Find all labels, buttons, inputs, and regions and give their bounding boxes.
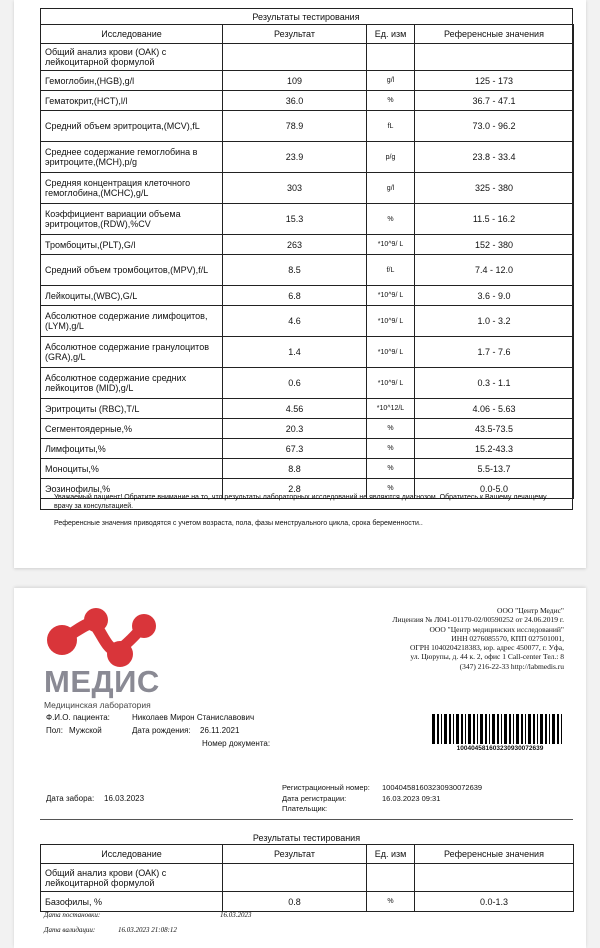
reference-cell: 23.8 - 33.4	[415, 142, 574, 173]
result-cell: 15.3	[223, 204, 367, 235]
results-title: Результаты тестирования	[252, 12, 360, 22]
barcode-bar	[525, 714, 526, 744]
col-header-test: Исследование	[41, 25, 223, 44]
company-details	[384, 606, 564, 671]
results-table	[40, 24, 574, 499]
barcode-bar	[561, 714, 562, 744]
result-cell: 263	[223, 235, 367, 255]
test-name-cell: Абсолютное содержание лимфоцитов,(LYM),g/L	[41, 306, 223, 337]
test-name-cell: Тромбоциты,(PLT),G/l	[41, 235, 223, 255]
barcode-bar	[497, 714, 499, 744]
test-name-cell: Эозинофилы,%	[41, 479, 223, 499]
reference-cell: 0.0-5.0	[415, 479, 574, 499]
company-license: Лицензия № Л041-01170-02/00590252 от 24.06.2019 г. ООО "Центр медицинских исследований"	[392, 615, 564, 634]
unit-cell: p/g	[367, 142, 415, 173]
barcode-bar	[557, 714, 559, 744]
table-row	[41, 892, 574, 912]
company-name: ООО "Центр Медис"	[497, 606, 564, 615]
barcode-bar	[489, 714, 490, 744]
reg-number: 10040458160323093007263​9	[382, 783, 483, 792]
group-title: Общий анализ крови (ОАК) с лейкоцитарной формулой	[41, 864, 223, 892]
posted-label: Дата постановки:	[44, 911, 101, 919]
col-header-result: Результат	[223, 845, 367, 864]
table-row	[41, 235, 574, 255]
col-header-unit: Ед. изм	[367, 845, 415, 864]
barcode-bar	[432, 714, 435, 744]
logo-wordmark: МЕДИС	[44, 664, 160, 699]
test-name-cell: Лейкоциты,(WBC),G/L	[41, 286, 223, 306]
col-header-reference: Референсные значения	[415, 25, 574, 44]
table-row	[41, 337, 574, 368]
unit-cell: *10^9/ L	[367, 337, 415, 368]
barcode-bar	[501, 714, 502, 744]
barcode-bar	[468, 714, 471, 744]
barcode-bar	[480, 714, 483, 744]
table-row	[41, 439, 574, 459]
test-name-cell: Средний объем тромбоцитов,(MPV),f/L	[41, 255, 223, 286]
unit-cell: fL	[367, 111, 415, 142]
test-name-cell: Абсолютное содержание гранулоцитов (GRA),g/L	[41, 337, 223, 368]
reference-cell: 125 - 173	[415, 71, 574, 91]
result-cell: 78.9	[223, 111, 367, 142]
company-inn: ИНН 0276085570, КПП 027501001,	[451, 633, 564, 643]
barcode-bar	[492, 714, 495, 744]
result-cell: 0.8	[223, 892, 367, 912]
test-name-cell: Лимфоциты,%	[41, 439, 223, 459]
logo-subtitle: Медицинская лаборатория	[44, 700, 151, 710]
unit-cell: *10^9/ L	[367, 286, 415, 306]
fio-label: Ф.И.О. пациента:	[46, 713, 110, 722]
result-cell: 4.6	[223, 306, 367, 337]
reference-cell: 15.2-43.3	[415, 439, 574, 459]
unit-cell: %	[367, 479, 415, 499]
barcode-bar	[485, 714, 487, 744]
reference-cell: 1.0 - 3.2	[415, 306, 574, 337]
validated-date: 16.03.2023 21:08:12	[118, 926, 177, 934]
barcode-bar	[477, 714, 478, 744]
unit-cell: g/l	[367, 173, 415, 204]
test-name-cell: Среднее содержание гемоглобина в эритроците,(MCH),p/g	[41, 142, 223, 173]
reference-cell: 325 - 380	[415, 173, 574, 204]
sex-label: Пол:	[46, 726, 63, 735]
table-row	[41, 286, 574, 306]
collect-date: 16.03.2023	[104, 794, 145, 803]
test-name-cell: Базофилы, %	[41, 892, 223, 912]
result-cell: 67.3	[223, 439, 367, 459]
company-phone: (347) 216-22-33 http://labmedis.ru	[459, 661, 564, 671]
table-row	[41, 306, 574, 337]
test-name-cell: Гемоглобин,(HGB),g/l	[41, 71, 223, 91]
barcode-bar	[521, 714, 523, 744]
barcode-bar	[456, 714, 459, 744]
table-row	[41, 204, 574, 235]
barcode-bar	[473, 714, 475, 744]
test-name-cell: Эритроциты (RBC),T/L	[41, 399, 223, 419]
test-name-cell: Средний объем эритроцита,(MCV),fL	[41, 111, 223, 142]
barcode-bar	[504, 714, 507, 744]
results-table-2	[40, 844, 574, 912]
test-name-cell: Абсолютное содержание средних лейкоцитов (MID),g/L	[41, 368, 223, 399]
col-header-unit: Ед. изм	[367, 25, 415, 44]
unit-cell: %	[367, 439, 415, 459]
col-header-test: Исследование	[41, 845, 223, 864]
reference-note: Референсные значения приводятся с учетом возраста, пола, фазы менструального цикла, срока беременности..	[54, 520, 423, 527]
reference-cell: 0.3 - 1.1	[415, 368, 574, 399]
barcode-bar	[509, 714, 511, 744]
reference-cell: 73.0 - 96.2	[415, 111, 574, 142]
company-ogrn: ОГРН 1040204218383, юр. адрес 450077, г. Уфа,	[409, 643, 564, 653]
barcode-bar	[549, 714, 550, 744]
barcode-number: 10040458160323093007263​9	[456, 745, 544, 752]
result-cell: 6.8	[223, 286, 367, 306]
barcode-bar	[437, 714, 439, 744]
collect-label: Дата забора:	[46, 794, 95, 803]
results-title-2: Результаты тестирования	[252, 833, 361, 843]
table-row	[41, 71, 574, 91]
barcode-bar	[537, 714, 538, 744]
col-header-reference: Референсные значения	[415, 845, 574, 864]
report-page-2	[14, 588, 586, 948]
table-row	[41, 459, 574, 479]
result-cell: 23.9	[223, 142, 367, 173]
reg-date-label: Дата регистрации:	[282, 794, 347, 803]
reference-cell: 0.0-1.3	[415, 892, 574, 912]
test-name-cell: Коэффициент вариации объема эритроцитов,(RDW),%CV	[41, 204, 223, 235]
reference-cell: 36.7 - 47.1	[415, 91, 574, 111]
unit-cell: %	[367, 419, 415, 439]
result-cell: 0.6	[223, 368, 367, 399]
validated-label: Дата валидации:	[44, 926, 96, 934]
posted-date: 16.03.2023	[220, 911, 252, 919]
reg-number-label: Регистрационный номер:	[282, 783, 370, 792]
report-page-1	[14, 0, 586, 568]
barcode-bar	[461, 714, 463, 744]
result-cell: 8.5	[223, 255, 367, 286]
patient-dob: 26.11.2021	[200, 726, 240, 735]
company-address: ул. Цюрупы, д. 44 к. 2, офис 1 Call-center Тел.: 8	[410, 652, 564, 662]
divider-line	[40, 819, 573, 820]
barcode-bar	[552, 714, 555, 744]
result-cell: 4.56	[223, 399, 367, 419]
result-cell: 36.0	[223, 91, 367, 111]
result-cell: 2.8	[223, 479, 367, 499]
group-title: Общий анализ крови (ОАК) с лейкоцитарной формулой	[41, 44, 223, 71]
result-cell: 8.8	[223, 459, 367, 479]
barcode-bar	[441, 714, 442, 744]
unit-cell: *10^9/ L	[367, 306, 415, 337]
table-row	[41, 91, 574, 111]
unit-cell: %	[367, 204, 415, 235]
barcode-bar	[528, 714, 531, 744]
unit-cell: g/l	[367, 71, 415, 91]
disclaimer-note: Уважаемый пациент! Обратите внимание на то, что результаты лабораторных исследований не являются диагнозом. Обратитесь к Вашему лечащему врачу за консультацией.	[54, 494, 547, 510]
table-row	[41, 419, 574, 439]
reference-cell: 4.06 - 5.63	[415, 399, 574, 419]
unit-cell: *10^12/L	[367, 399, 415, 419]
dob-label: Дата рождения:	[132, 726, 191, 735]
barcode-bar	[545, 714, 547, 744]
reference-cell: 43.5-73.5	[415, 419, 574, 439]
barcode-bar	[465, 714, 466, 744]
result-cell: 1.4	[223, 337, 367, 368]
reference-cell: 11.5 - 16.2	[415, 204, 574, 235]
result-cell: 20.3	[223, 419, 367, 439]
result-cell: 109	[223, 71, 367, 91]
table-row	[41, 399, 574, 419]
barcode-bar	[453, 714, 454, 744]
barcode-bar	[533, 714, 535, 744]
barcode-bar	[513, 714, 514, 744]
table-row	[41, 142, 574, 173]
unit-cell: %	[367, 892, 415, 912]
unit-cell: %	[367, 91, 415, 111]
reference-cell: 5.5-13.7	[415, 459, 574, 479]
doc-number-label: Номер документа:	[202, 739, 271, 748]
unit-cell: *10^9/ L	[367, 368, 415, 399]
table-row	[41, 111, 574, 142]
table-row	[41, 173, 574, 204]
unit-cell: f/L	[367, 255, 415, 286]
reference-cell: 1.7 - 7.6	[415, 337, 574, 368]
col-header-result: Результат	[223, 25, 367, 44]
reg-date: 16.03.2023 09:31	[382, 794, 441, 803]
reference-cell: 3.6 - 9.0	[415, 286, 574, 306]
patient-name: Николаев Мирон Станиславович	[132, 713, 255, 722]
result-cell: 303	[223, 173, 367, 204]
test-name-cell: Сегментоядерные,%	[41, 419, 223, 439]
test-name-cell: Средняя концентрация клеточного гемоглобина,(MCHC),g/L	[41, 173, 223, 204]
unit-cell: %	[367, 459, 415, 479]
barcode-bar	[449, 714, 451, 744]
barcode-bar	[444, 714, 447, 744]
reference-cell: 7.4 - 12.0	[415, 255, 574, 286]
table-row	[41, 255, 574, 286]
barcode-bar	[516, 714, 519, 744]
table-row	[41, 368, 574, 399]
barcode-icon	[432, 714, 564, 744]
patient-sex: Мужской	[69, 726, 102, 735]
reference-cell: 152 - 380	[415, 235, 574, 255]
unit-cell: *10^9/ L	[367, 235, 415, 255]
payer-label: Плательщик:	[282, 804, 328, 813]
test-name-cell: Гематокрит,(HCT),l/l	[41, 91, 223, 111]
barcode-bar	[540, 714, 543, 744]
test-name-cell: Моноциты,%	[41, 459, 223, 479]
